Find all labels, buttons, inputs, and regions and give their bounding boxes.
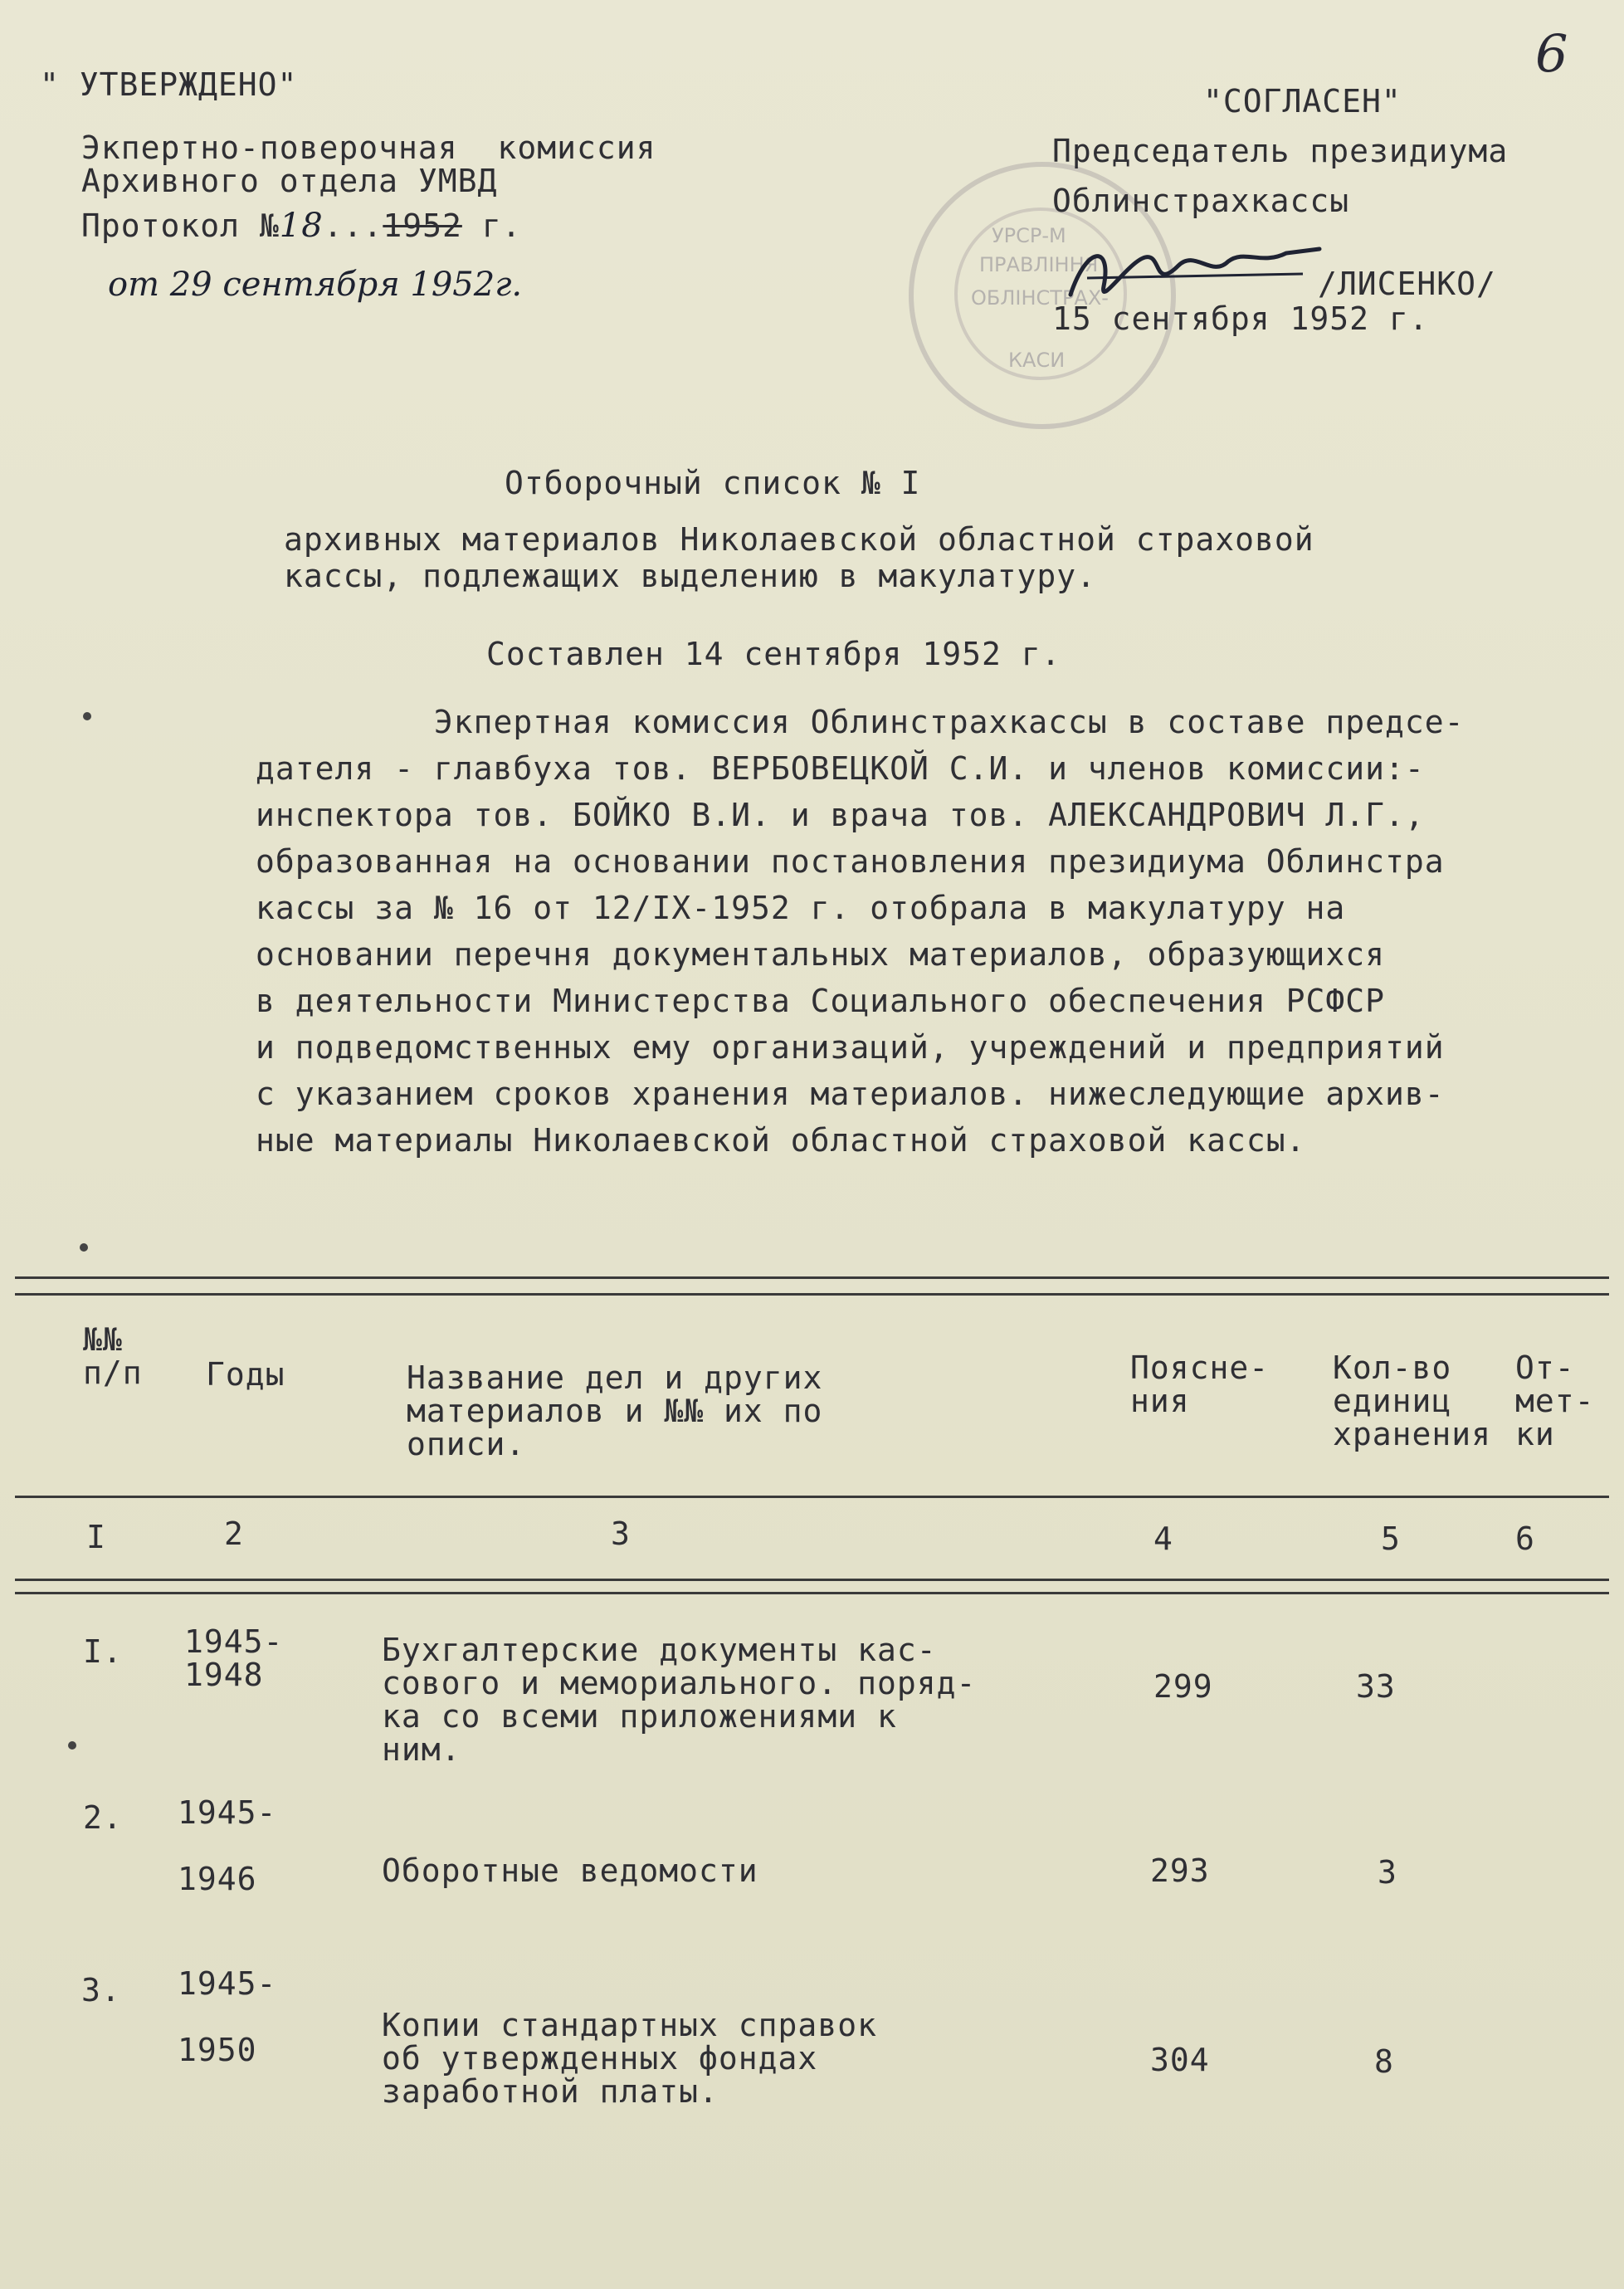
list-subtitle-2: кассы, подлежащих выделению в макулатуру. (284, 558, 1096, 594)
table-top-rule (15, 1276, 1609, 1279)
protocol-prefix: Протокол № (81, 207, 280, 244)
col-numbers-bottom-rule (15, 1579, 1609, 1581)
list-title: Отборочный список № I (505, 465, 921, 501)
agreed-title: "СОГЛАСЕН" (1203, 83, 1402, 120)
header-marks: От- мет- ки (1515, 1349, 1595, 1452)
row-num: I. (83, 1633, 123, 1670)
handwritten-date: от 29 сентября 1952г. (108, 266, 523, 304)
row-name: Бухгалтерские документы кас- сового и мемориального. поряд- ка со всеми приложениями к ним. (382, 1632, 977, 1768)
header-bottom-rule (15, 1496, 1609, 1498)
body-line: дателя - главбуха тов. ВЕРБОВЕЦКОЙ С.И. и членов комиссии:- (256, 750, 1425, 787)
approved-department: Архивного отдела УМВД (81, 163, 498, 199)
protocol-dots: ... (323, 207, 383, 244)
punch-mark (80, 1243, 88, 1252)
row-years: 1945- 1950 (178, 1965, 277, 2068)
col-number: 4 (1153, 1520, 1173, 1557)
protocol-number: 18 (279, 207, 324, 245)
page-number: 6 (1535, 23, 1568, 84)
row-count: 3 (1378, 1854, 1397, 1891)
agreed-name: /ЛИСЕНКО/ (1318, 266, 1496, 302)
body-line: кассы за № 16 от 12/IX-1952 г. отобрала в макулатуру на (256, 890, 1346, 926)
stamp-text-4: КАСИ (1008, 349, 1066, 372)
col-number: 3 (611, 1515, 631, 1552)
agreed-org: Облинстрахкассы (1052, 183, 1350, 219)
row-years: 1945- 1948 (184, 1623, 284, 1693)
stamp-text-3: ОБЛІНСТРАХ- (971, 286, 1109, 310)
stamp-text-2: ПРАВЛІННЯ (979, 253, 1099, 276)
body-line: и подведомственных ему организаций, учреждений и предприятий (256, 1029, 1445, 1066)
punch-mark (83, 712, 91, 720)
body-line: основании перечня документальных материалов, образующихся (256, 936, 1386, 973)
header-count: Кол-во единиц хранения (1333, 1349, 1492, 1452)
body-line: ные материалы Николаевской областной страховой кассы. (256, 1122, 1306, 1159)
body-line: в деятельности Министерства Социального обеспечения РСФСР (256, 983, 1386, 1019)
row-name: Оборотные ведомости (382, 1852, 758, 1889)
row-count: 33 (1356, 1668, 1396, 1705)
row-notes: 304 (1150, 2042, 1210, 2078)
approved-title: " УТВЕРЖДЕНО" (40, 66, 298, 103)
body-line: Экпертная комиссия Облинстрахкассы в составе предсе- (256, 704, 1465, 740)
punch-mark (68, 1741, 76, 1750)
approved-protocol (81, 207, 521, 244)
row-name: Копии стандартных справок об утвержденных фондах заработной платы. (382, 2007, 877, 2110)
approved-commission: Экпертно-поверочная комиссия (81, 129, 656, 166)
col-number: I (86, 1519, 106, 1555)
row-num: 3. (81, 1972, 121, 2008)
body-line: инспектора тов. БОЙКО В.И. и врача тов. АЛЕКСАНДРОВИЧ Л.Г., (256, 797, 1425, 833)
protocol-year-struck: 1952 (383, 207, 462, 244)
col-number: 5 (1381, 1520, 1401, 1557)
header-notes: Поясне- ния (1130, 1349, 1270, 1419)
agreed-chairman: Председатель президиума (1052, 133, 1509, 169)
body-line: с указанием сроков хранения материалов. нижеследующие архив- (256, 1076, 1445, 1112)
row-notes: 293 (1150, 1852, 1210, 1889)
stamp-text-1: УРСР-М (992, 224, 1066, 247)
col-numbers-bottom-rule-2 (15, 1592, 1609, 1594)
row-count: 8 (1374, 2043, 1394, 2080)
header-years: Годы (206, 1356, 285, 1393)
protocol-suffix: г. (461, 207, 522, 244)
row-years: 1945- 1946 (178, 1794, 277, 1897)
header-num: №№ п/п (83, 1321, 143, 1391)
body-line: образованная на основании постановления президиума Облинстра (256, 843, 1445, 880)
list-subtitle-1: архивных материалов Николаевской областной страховой (284, 521, 1314, 558)
composed-date: Составлен 14 сентября 1952 г. (486, 636, 1061, 672)
row-notes: 299 (1153, 1668, 1213, 1705)
agreed-date: 15 сентября 1952 г. (1052, 300, 1429, 337)
table-top-rule-2 (15, 1293, 1609, 1296)
col-number: 6 (1515, 1520, 1535, 1557)
row-num: 2. (83, 1799, 123, 1836)
col-number: 2 (224, 1515, 244, 1552)
header-name: Название дел и других материалов и №№ их по описи. (407, 1359, 823, 1462)
